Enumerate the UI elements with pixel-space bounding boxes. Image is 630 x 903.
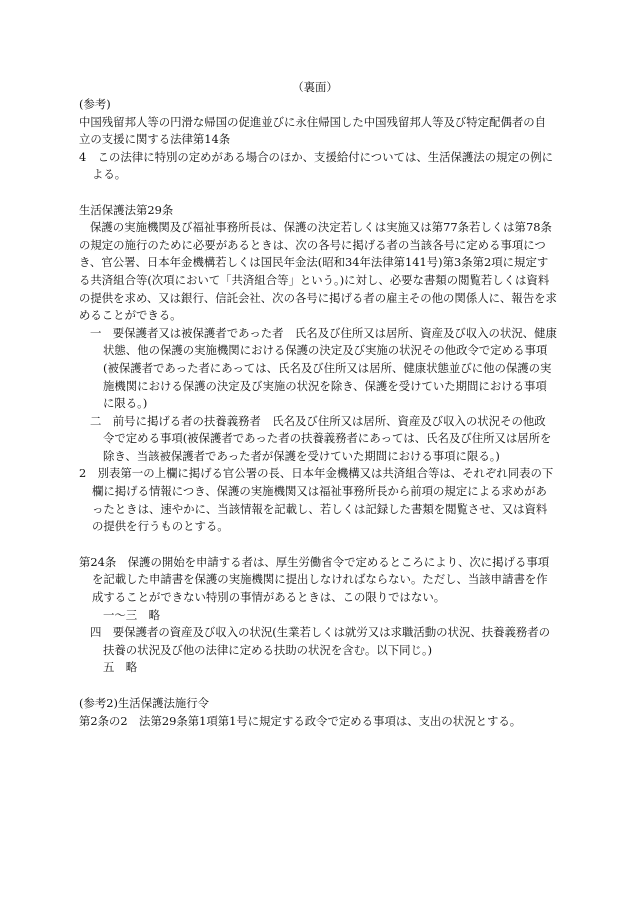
article-29-paragraph-1: 保護の実施機関及び福祉事務所長は、保護の決定若しくは実施又は第77条若しくは第78条の規定の施行のために必要があるときは、次の各号に掲げる者の当該各号に定める事項につき、官公署、日本年金機構若しくは国民年金法(昭和34年法律第141号)第3条第2項に規定する共済組合等(次項において「共済組合等」という。)に対し、必要な書類の閲覧若しくは資料の提供を求め、又は銀行、信託会社、次の各号に掲げる者の雇主その他の関係人に、報告を求めることができる。 (79, 220, 557, 323)
article-29-item-1: 一 要保護者又は被保護者であった者 氏名及び住所又は居所、資産及び収入の状況、健康状態、他の保護の実施機関における保護の決定及び実施の状況その他政令で定める事項(被保護者であった者にあっては、氏名及び住所又は居所、健康状態並びに他の保護の実施機関における保護の決定及び実施の状況を除き、保護を受けていた期間における事項に限る。) (90, 325, 557, 411)
law-paragraph-4: 4 この法律に特別の定めがある場合のほか、支援給付については、生活保護法の規定の例による。 (79, 149, 554, 182)
article-24-items-1-3: 一～三 略 (103, 607, 160, 622)
article-24-item-5: 五 略 (103, 660, 138, 675)
article-29-heading: 生活保護法第29条 (79, 202, 174, 217)
article-24-paragraph: 第24条 保護の開始を申請する者は、厚生労働省令で定めるところにより、次に掲げる事項を記載した申請書を保護の実施機関に提出しなければならない。ただし、当該申請書を作成することができない特別の事情があるときは、この限りではない。 (79, 554, 550, 605)
reference-label: (参考) (79, 97, 111, 111)
page-title: （裏面） (292, 80, 338, 94)
article-29-item-2: 二 前号に掲げる者の扶養義務者 氏名及び住所又は居所、資産及び収入の状況その他政令で定める事項(被保護者であった者の扶養義務者にあっては、氏名及び住所又は居所を除き、当該被保護者であった者が保護を受けていた期間における事項に限る。) (90, 413, 552, 463)
article-24-item-4: 四 要保護者の資産及び収入の状況(生業若しくは就労又は求職活動の状況、扶養義務者の扶養の状況及び他の法律に定める扶助の状況を含む。以下同じ。) (90, 625, 551, 657)
reference-2-article: 第2条の2 法第29条第1項第1号に規定する政令で定める事項は、支出の状況とする。 (79, 713, 522, 728)
law-title: 中国残留邦人等の円滑な帰国の促進並びに永住帰国した中国残留邦人等及び特定配偶者の自立の支援に関する法律第14条 (79, 114, 547, 147)
article-29-paragraph-2: 2 別表第一の上欄に掲げる官公署の長、日本年金機構又は共済組合等は、それぞれ同表の下欄に掲げる情報につき、保護の実施機関又は福祉事務所長から前項の規定による求めがあったときは、速やかに、当該情報を記載し、若しくは記録した書類を閲覧させ、又は資料の提供を行うものとする。 (79, 466, 554, 534)
reference-2-label: (参考2)生活保護法施行令 (79, 696, 210, 710)
document-body (79, 96, 557, 730)
